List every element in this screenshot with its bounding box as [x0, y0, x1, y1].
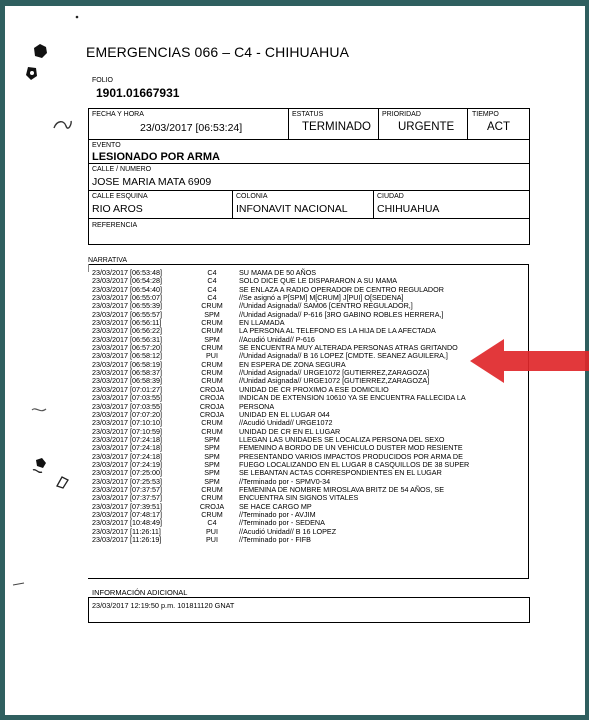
narrativa-agency: SPM — [204, 334, 220, 344]
frame-bottom — [0, 715, 589, 720]
narrativa-text: LLEGAN LAS UNIDADES SE LOCALIZA PERSONA DEL SEXO — [239, 434, 445, 444]
narrativa-date: 23/03/2017 [06:53:48] — [92, 268, 162, 277]
narrativa-agency: SPM — [204, 476, 220, 486]
narrativa-agency: CRUM — [201, 509, 223, 519]
narrativa-text: //Acudió Unidad// URGE1072 — [239, 418, 333, 428]
scribble-mark — [30, 404, 50, 418]
ink-blot-mark — [22, 64, 42, 84]
narrativa-agency: SPM — [204, 309, 220, 319]
narrativa-date: 23/03/2017 [07:24:18] — [92, 434, 162, 444]
scribble-mark — [54, 474, 72, 490]
evento-value: LESIONADO POR ARMA — [92, 151, 220, 163]
estatus-label: ESTATUS — [292, 111, 324, 118]
narrativa-date: 23/03/2017 [06:56:11] — [92, 318, 162, 328]
narrativa-text: //Acudió Unidad// B 16 LOPEZ — [239, 526, 337, 536]
narrativa-agency: C4 — [207, 268, 217, 277]
narrativa-text: //Terminado por - FIFB — [239, 535, 311, 544]
narrativa-date: 23/03/2017 [06:58:12] — [92, 351, 162, 361]
narrativa-text: EN LLAMADA — [239, 318, 285, 328]
calle-value: JOSE MARIA MATA 6909 — [92, 176, 212, 188]
divider — [528, 264, 529, 579]
narrativa-date: 23/03/2017 [07:39:51] — [92, 501, 162, 511]
narrativa-date: 23/03/2017 [06:54:28] — [92, 276, 162, 286]
narrativa-agency: CRUM — [201, 484, 223, 494]
divider — [88, 139, 529, 140]
narrativa-text: //Terminado por - SEDENA — [239, 518, 325, 528]
divider — [467, 108, 468, 139]
narrativa-text: UNIDAD DE CR EN EL LUGAR — [239, 426, 341, 436]
tiempo-label: TIEMPO — [472, 111, 499, 118]
colonia-value: INFONAVIT NACIONAL — [236, 203, 348, 215]
narrativa-text: SOLO DICE QUE LE DISPARARON A SU MAMA — [239, 276, 398, 286]
scribble-mark — [12, 580, 26, 588]
divider — [288, 108, 289, 139]
evento-label: EVENTO — [92, 142, 121, 149]
narrativa-agency: C4 — [207, 293, 217, 303]
narrativa-text: //Unidad Asignada// URGE1072 [GUTIERREZ,ZARAGOZA] — [239, 376, 430, 386]
narrativa-date: 23/03/2017 [10:48:49] — [92, 518, 162, 528]
esquina-label: CALLE ESQUINA — [92, 193, 148, 200]
narrativa-date: 23/03/2017 [07:03:55] — [92, 401, 162, 411]
narrativa-agency: SPM — [204, 443, 220, 453]
divider — [378, 108, 379, 139]
narrativa-agency: CROJA — [199, 384, 225, 394]
narrativa-date: 23/03/2017 [06:55:07] — [92, 293, 162, 303]
ciudad-value: CHIHUAHUA — [377, 203, 440, 215]
ink-blot-mark — [30, 42, 50, 62]
narrativa-text: //Terminado por - SPMV0-34 — [239, 476, 331, 486]
divider — [88, 190, 529, 191]
narrativa-text: //Unidad Asignada// URGE1072 [GUTIERREZ,ZARAGOZA] — [239, 368, 430, 378]
narrativa-text: INDICAN DE EXTENSION 10610 YA SE ENCUENTRA FALLECIDA LA — [239, 393, 466, 403]
calle-label: CALLE / NUMERO — [92, 166, 152, 173]
narrativa-agency: CRUM — [201, 493, 223, 503]
narrativa-date: 23/03/2017 [06:57:20] — [92, 343, 162, 353]
narrativa-text: //Terminado por - AVJIM — [239, 509, 316, 519]
narrativa-text: FUEGO LOCALIZANDO EN EL LUGAR 8 CASQUILLOS DE 38 SUPER — [239, 459, 470, 469]
narrativa-text: SE HACE CARGO MP — [239, 501, 312, 511]
narrativa-text: //Acudió Unidad// P-616 — [239, 334, 315, 344]
ciudad-label: CIUDAD — [377, 193, 404, 200]
narrativa-date: 23/03/2017 [06:56:31] — [92, 334, 162, 344]
narrativa-agency: CRUM — [201, 359, 223, 369]
divider — [88, 578, 529, 579]
narrativa-date: 23/03/2017 [07:24:18] — [92, 443, 162, 453]
narrativa-agency: CROJA — [199, 409, 225, 419]
narrativa-text: SE ENCUENTRA MUY ALTERADA PERSONAS ATRAS GRITANDO — [239, 343, 458, 353]
narrativa-date: 23/03/2017 [07:07:20] — [92, 409, 162, 419]
narrativa-date: 23/03/2017 [06:56:22] — [92, 326, 162, 336]
narrativa-table — [92, 269, 469, 544]
narrativa-agency: CROJA — [199, 501, 225, 511]
folio-value: 1901.01667931 — [96, 86, 180, 100]
narrativa-agency: CRUM — [201, 326, 223, 336]
narrativa-label: NARRATIVA — [88, 257, 128, 264]
dust-dot — [74, 14, 80, 20]
prioridad-label: PRIORIDAD — [382, 111, 421, 118]
narrativa-text: SE LEBANTAN ACTAS CORRESPONDIENTES EN EL LUGAR — [239, 468, 442, 478]
narrativa-text: FEMENINA DE NOMBRE MIROSLAVA BRITZ DE 54 AÑOS, SE — [239, 484, 445, 494]
narrativa-agency: CRUM — [201, 376, 223, 386]
narrativa-agency: SPM — [204, 451, 220, 461]
narrativa-agency: PUI — [206, 526, 218, 536]
info-label: INFORMACIÓN ADICIONAL — [92, 588, 188, 597]
narrativa-text: //Unidad Asignada// P-616 [3RO GABINO ROBLES HERRERA,] — [239, 309, 444, 319]
narrativa-text: EN ESPERA DE ZONA SEGURA — [239, 359, 346, 369]
narrativa-text: LA PERSONA AL TELEFONO ES LA HIJA DE LA AFECTADA — [239, 326, 436, 336]
narrativa-agency: CRUM — [201, 301, 223, 311]
narrativa-agency: C4 — [207, 276, 217, 286]
narrativa-agency: CRUM — [201, 343, 223, 353]
divider — [88, 264, 89, 272]
narrativa-agency: CRUM — [201, 318, 223, 328]
narrativa-date: 23/03/2017 [07:03:55] — [92, 393, 162, 403]
narrativa-date: 23/03/2017 [06:54:40] — [92, 284, 162, 294]
scribble-mark — [52, 118, 74, 134]
info-value: 23/03/2017 12:19:50 p.m. 101811120 GNAT — [92, 601, 235, 610]
narrativa-text: SE ENLAZA A RADIO OPERADOR DE CENTRO REGULADOR — [239, 284, 444, 294]
narrativa-text: PERSONA — [239, 401, 275, 411]
divider — [88, 163, 529, 164]
narrativa-agency: PUI — [206, 535, 218, 544]
narrativa-date: 23/03/2017 [07:24:18] — [92, 451, 162, 461]
document-title: EMERGENCIAS 066 – C4 - CHIHUAHUA — [86, 44, 350, 60]
narrativa-date: 23/03/2017 [07:25:53] — [92, 476, 162, 486]
narrativa-date: 23/03/2017 [07:01:27] — [92, 384, 162, 394]
narrativa-text: //Unidad Asignada// SAM06 [CENTRO REGULADOR,] — [239, 301, 413, 311]
narrativa-date: 23/03/2017 [07:10:59] — [92, 426, 162, 436]
narrativa-text: FEMENINO A BORDO DE UN VEHICULO DUSTER MOD RESIENTE — [239, 443, 463, 453]
fecha-label: FECHA Y HORA — [92, 111, 144, 118]
divider — [373, 190, 374, 218]
narrativa-text: SU MAMA DE 50 AÑOS — [239, 268, 317, 277]
frame-top — [0, 0, 589, 6]
narrativa-date: 23/03/2017 [06:58:19] — [92, 359, 162, 369]
frame-left — [0, 0, 5, 720]
narrativa-date: 23/03/2017 [07:48:17] — [92, 509, 162, 519]
narrativa-agency: SPM — [204, 468, 220, 478]
referencia-label: REFERENCIA — [92, 222, 138, 229]
narrativa-agency: CRUM — [201, 368, 223, 378]
narrativa-date: 23/03/2017 [07:10:10] — [92, 418, 162, 428]
narrativa-date: 23/03/2017 [11:26:11] — [92, 526, 161, 536]
narrativa-text: UNIDAD DE CR PROXIMO A ESE DOMICILIO — [239, 384, 389, 394]
narrativa-agency: CROJA — [199, 393, 225, 403]
narrativa-agency: C4 — [207, 284, 217, 294]
estatus-value: TERMINADO — [302, 121, 371, 133]
divider — [232, 190, 233, 218]
narrativa-agency: CRUM — [201, 426, 223, 436]
divider — [88, 264, 529, 265]
esquina-value: RIO AROS — [92, 203, 143, 215]
narrativa-agency: SPM — [204, 459, 220, 469]
narrativa-agency: PUI — [206, 351, 218, 361]
narrativa-agency: CROJA — [199, 401, 225, 411]
narrativa-date: 23/03/2017 [06:58:39] — [92, 376, 162, 386]
red-arrow-icon — [470, 337, 589, 385]
fecha-value: 23/03/2017 [06:53:24] — [140, 122, 243, 134]
divider — [88, 218, 529, 219]
narrativa-date: 23/03/2017 [07:37:57] — [92, 493, 162, 503]
narrativa-date: 23/03/2017 [11:26:19] — [92, 535, 162, 544]
ink-blot-mark — [30, 456, 52, 478]
prioridad-value: URGENTE — [398, 121, 455, 133]
tiempo-value: ACT — [487, 121, 510, 133]
narrativa-text: UNIDAD EN EL LUGAR 044 — [239, 409, 330, 419]
narrativa-text: PRESENTANDO VARIOS IMPACTOS PRODUCIDOS POR ARMA DE — [239, 451, 463, 461]
narrativa-text: //Unidad Asignada// B 16 LOPEZ [CMDTE. SEANEZ AGUILERA,] — [239, 351, 448, 361]
narrativa-date: 23/03/2017 [07:25:00] — [92, 468, 162, 478]
narrativa-date: 23/03/2017 [06:58:37] — [92, 368, 162, 378]
narrativa-date: 23/03/2017 [06:55:39] — [92, 301, 162, 311]
folio-label: FOLIO — [92, 77, 114, 84]
narrativa-date: 23/03/2017 [07:24:19] — [92, 459, 162, 469]
colonia-label: COLONIA — [236, 193, 268, 200]
narrativa-date: 23/03/2017 [07:37:57] — [92, 484, 162, 494]
narrativa-text: //Se asignó a P[SPM] M[CRUM] J[PUI] O[SEDENA] — [239, 293, 404, 303]
narrativa-agency: CRUM — [201, 418, 223, 428]
narrativa-date: 23/03/2017 [06:55:57] — [92, 309, 162, 319]
narrativa-agency: SPM — [204, 434, 220, 444]
narrativa-row — [92, 536, 469, 544]
narrativa-agency: C4 — [207, 518, 217, 528]
narrativa-text: ENCUENTRA SIN SIGNOS VITALES — [239, 493, 359, 503]
